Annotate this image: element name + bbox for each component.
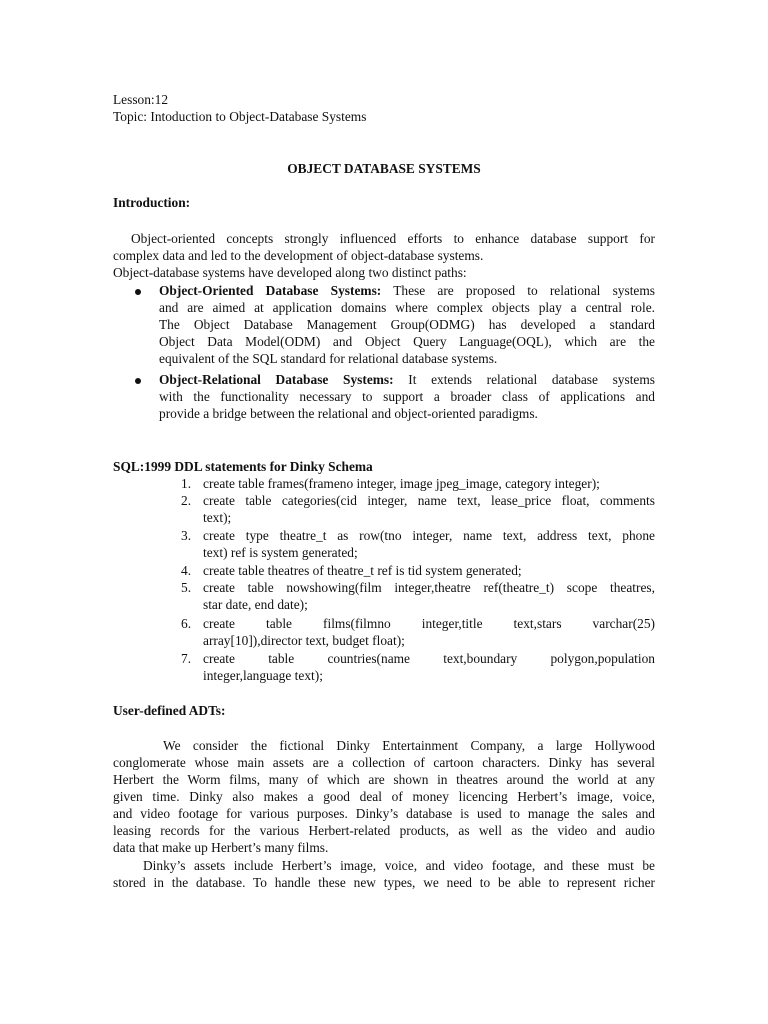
adts-heading: User-defined ADTs:: [113, 703, 226, 718]
sql-item-5-line-1: create table nowshowing(film integer,theatre ref(theatre_t) scope theatres,: [203, 580, 655, 595]
bullet-2-title: Object-Relational Database Systems:: [159, 372, 394, 387]
adts-para1-line-4: given time. Dinky also makes a good deal of money licencing Herbert’s image, voice,: [113, 789, 655, 804]
bullet-1-line-3: The Object Database Management Group(ODMG) has developed a standard: [159, 317, 655, 332]
page-title: OBJECT DATABASE SYSTEMS: [287, 161, 481, 176]
bullet-1-first-rest: These are proposed to relational systems: [393, 283, 655, 298]
bullet-1-line-4: Object Data Model(ODM) and Object Query Language(OQL), which are the: [159, 334, 655, 349]
adts-para1-line-2: conglomerate whose main assets are a collection of cartoon characters. Dinky has several: [113, 755, 655, 770]
sql-item-7-line-1: create table countries(name text,boundary polygon,population: [203, 651, 655, 666]
sql-item-4-line-1: create table theatres of theatre_t ref is tid system generated;: [203, 563, 522, 578]
adts-para1-line-7: data that make up Herbert’s many films.: [113, 840, 329, 855]
adts-para1-line-3: Herbert the Worm films, many of which are shown in theatres around the world at any: [113, 772, 655, 787]
list-item-number: 6.: [181, 616, 192, 631]
intro-para-line-2: complex data and led to the development of object-database systems.: [113, 248, 484, 263]
topic-label: Topic: Intoduction to Object-Database Systems: [113, 109, 367, 124]
list-item-number: 1.: [181, 476, 192, 491]
adts-para1-line-5: and video footage for various purposes. Dinky’s database is used to manage the sales and: [113, 806, 655, 821]
list-item-number: 7.: [181, 651, 192, 666]
sql-item-1-line-1: create table frames(frameno integer, image jpeg_image, category integer);: [203, 476, 600, 491]
bullet-1-line-1: [159, 282, 655, 299]
sql-item-2-line-1: create table categories(cid integer, name text, lease_price float, comments: [203, 493, 655, 508]
bullet-1-line-5: equivalent of the SQL standard for relational database systems.: [159, 351, 498, 366]
bullet-icon: [135, 289, 141, 295]
bullet-2-line-3: provide a bridge between the relational and object-oriented paradigms.: [159, 406, 538, 421]
sql-item-6-line-2: array[10]),director text, budget float);: [203, 633, 405, 648]
adts-para2-line-2: stored in the database. To handle these new types, we need to be able to represent richer: [113, 875, 655, 890]
adts-para1-line-6: leasing records for the various Herbert-related products, as well as the video and audio: [113, 823, 655, 838]
bullet-2-first-rest: It extends relational database systems: [408, 372, 655, 387]
bullet-2-line-1: [159, 371, 655, 388]
list-item-number: 4.: [181, 563, 192, 578]
list-item-number: 2.: [181, 493, 192, 508]
bullet-1-line-2: and are aimed at application domains where complex objects play a central role.: [159, 300, 655, 315]
introduction-heading: Introduction:: [113, 195, 191, 210]
sql-item-7-line-2: integer,language text);: [203, 668, 323, 683]
list-item-number: 3.: [181, 528, 192, 543]
lesson-label: Lesson:12: [113, 92, 169, 107]
bullet-icon: [135, 378, 141, 384]
bullet-2-line-2: with the functionality necessary to support a broader class of applications and: [159, 389, 655, 404]
bullet-1-title: Object-Oriented Database Systems:: [159, 283, 382, 298]
adts-para2-line-1: Dinky’s assets include Herbert’s image, voice, and video footage, and these must be: [143, 858, 655, 873]
intro-para-line-1: Object-oriented concepts strongly influenced efforts to enhance database support for: [131, 231, 655, 246]
sql-item-5-line-2: star date, end date);: [203, 597, 308, 612]
sql-heading: SQL:1999 DDL statements for Dinky Schema: [113, 459, 373, 474]
list-item-number: 5.: [181, 580, 192, 595]
intro-para-line-3: Object-database systems have developed along two distinct paths:: [113, 265, 467, 280]
sql-item-3-line-2: text) ref is system generated;: [203, 545, 358, 560]
adts-para1-line-1: We consider the fictional Dinky Entertainment Company, a large Hollywood: [163, 738, 655, 753]
sql-item-3-line-1: create type theatre_t as row(tno integer, name text, address text, phone: [203, 528, 655, 543]
sql-item-2-line-2: text);: [203, 510, 232, 525]
sql-item-6-line-1: create table films(filmno integer,title text,stars varchar(25): [203, 616, 655, 631]
